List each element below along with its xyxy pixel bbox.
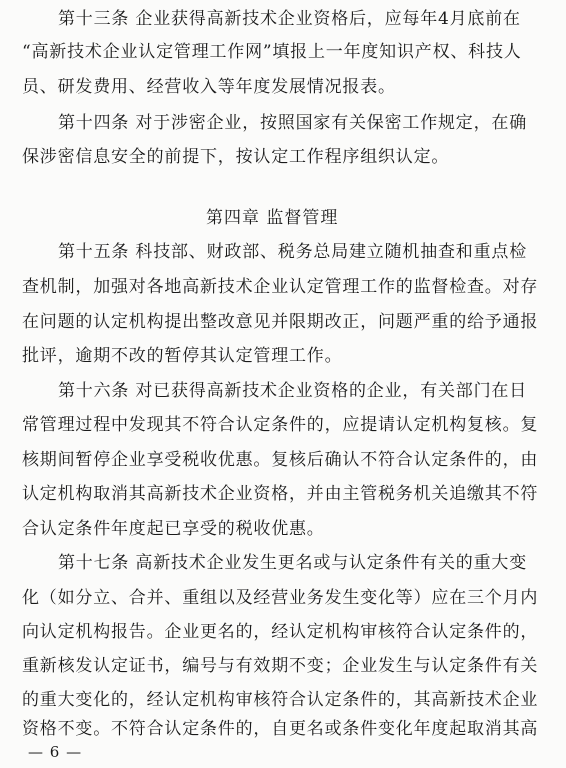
- paragraph-line: 核期间暂停企业享受税收优惠。复核后确认不符合认定条件的，由: [22, 450, 539, 470]
- paragraph-line: 重新核发认定证书，编号与有效期不变；企业发生与认定条件有关: [22, 656, 539, 676]
- paragraph-line: 查机制，加强对各地高新技术企业认定管理工作的监督检查。对存: [22, 277, 539, 297]
- page-number: — 6 —: [28, 743, 83, 761]
- paragraph-line: 第十五条 科技部、财政部、税务总局建立随机抽查和重点检: [58, 242, 528, 262]
- paragraph-line: 向认定机构报告。企业更名的，经认定机构审核符合认定条件的，: [22, 622, 539, 642]
- paragraph-line: 员、研发费用、经营收入等年度发展情况报表。: [22, 77, 396, 97]
- paragraph-line: 第十七条 高新技术企业发生更名或与认定条件有关的重大变: [58, 553, 528, 573]
- paragraph-line: 常管理过程中发现其不符合认定条件的，应提请认定机构复核。复: [22, 415, 539, 435]
- paragraph-line: 第十三条 企业获得高新技术企业资格后，应每年4月底前在: [58, 9, 521, 29]
- paragraph-line: “高新技术企业认定管理工作网”填报上一年度知识产权、科技人: [22, 42, 522, 62]
- paragraph-line: 批评，逾期不改的暂停其认定管理工作。: [22, 346, 343, 366]
- paragraph-line: 化（如分立、合并、重组以及经营业务发生变化等）应在三个月内: [22, 588, 539, 608]
- paragraph-line: 的重大变化的，经认定机构审核符合认定条件的，其高新技术企业: [22, 690, 539, 710]
- chapter-heading: 第四章 监督管理: [206, 208, 339, 228]
- paragraph-line: 第十六条 对已获得高新技术企业资格的企业，有关部门在日: [58, 381, 528, 401]
- paragraph-line: 保涉密信息安全的前提下，按认定工作程序组织认定。: [22, 147, 450, 167]
- paragraph-line: 资格不变。不符合认定条件的，自更名或条件变化年度起取消其高: [22, 719, 539, 739]
- paragraph-line: 第十四条 对于涉密企业，按照国家有关保密工作规定，在确: [58, 113, 528, 133]
- paragraph-line: 认定机构取消其高新技术企业资格，并由主管税务机关追缴其不符: [22, 484, 539, 504]
- paragraph-line: 在问题的认定机构提出整改意见并限期改正，问题严重的给予通报: [22, 312, 539, 332]
- paragraph-line: 合认定条件年度起已享受的税收优惠。: [22, 519, 325, 539]
